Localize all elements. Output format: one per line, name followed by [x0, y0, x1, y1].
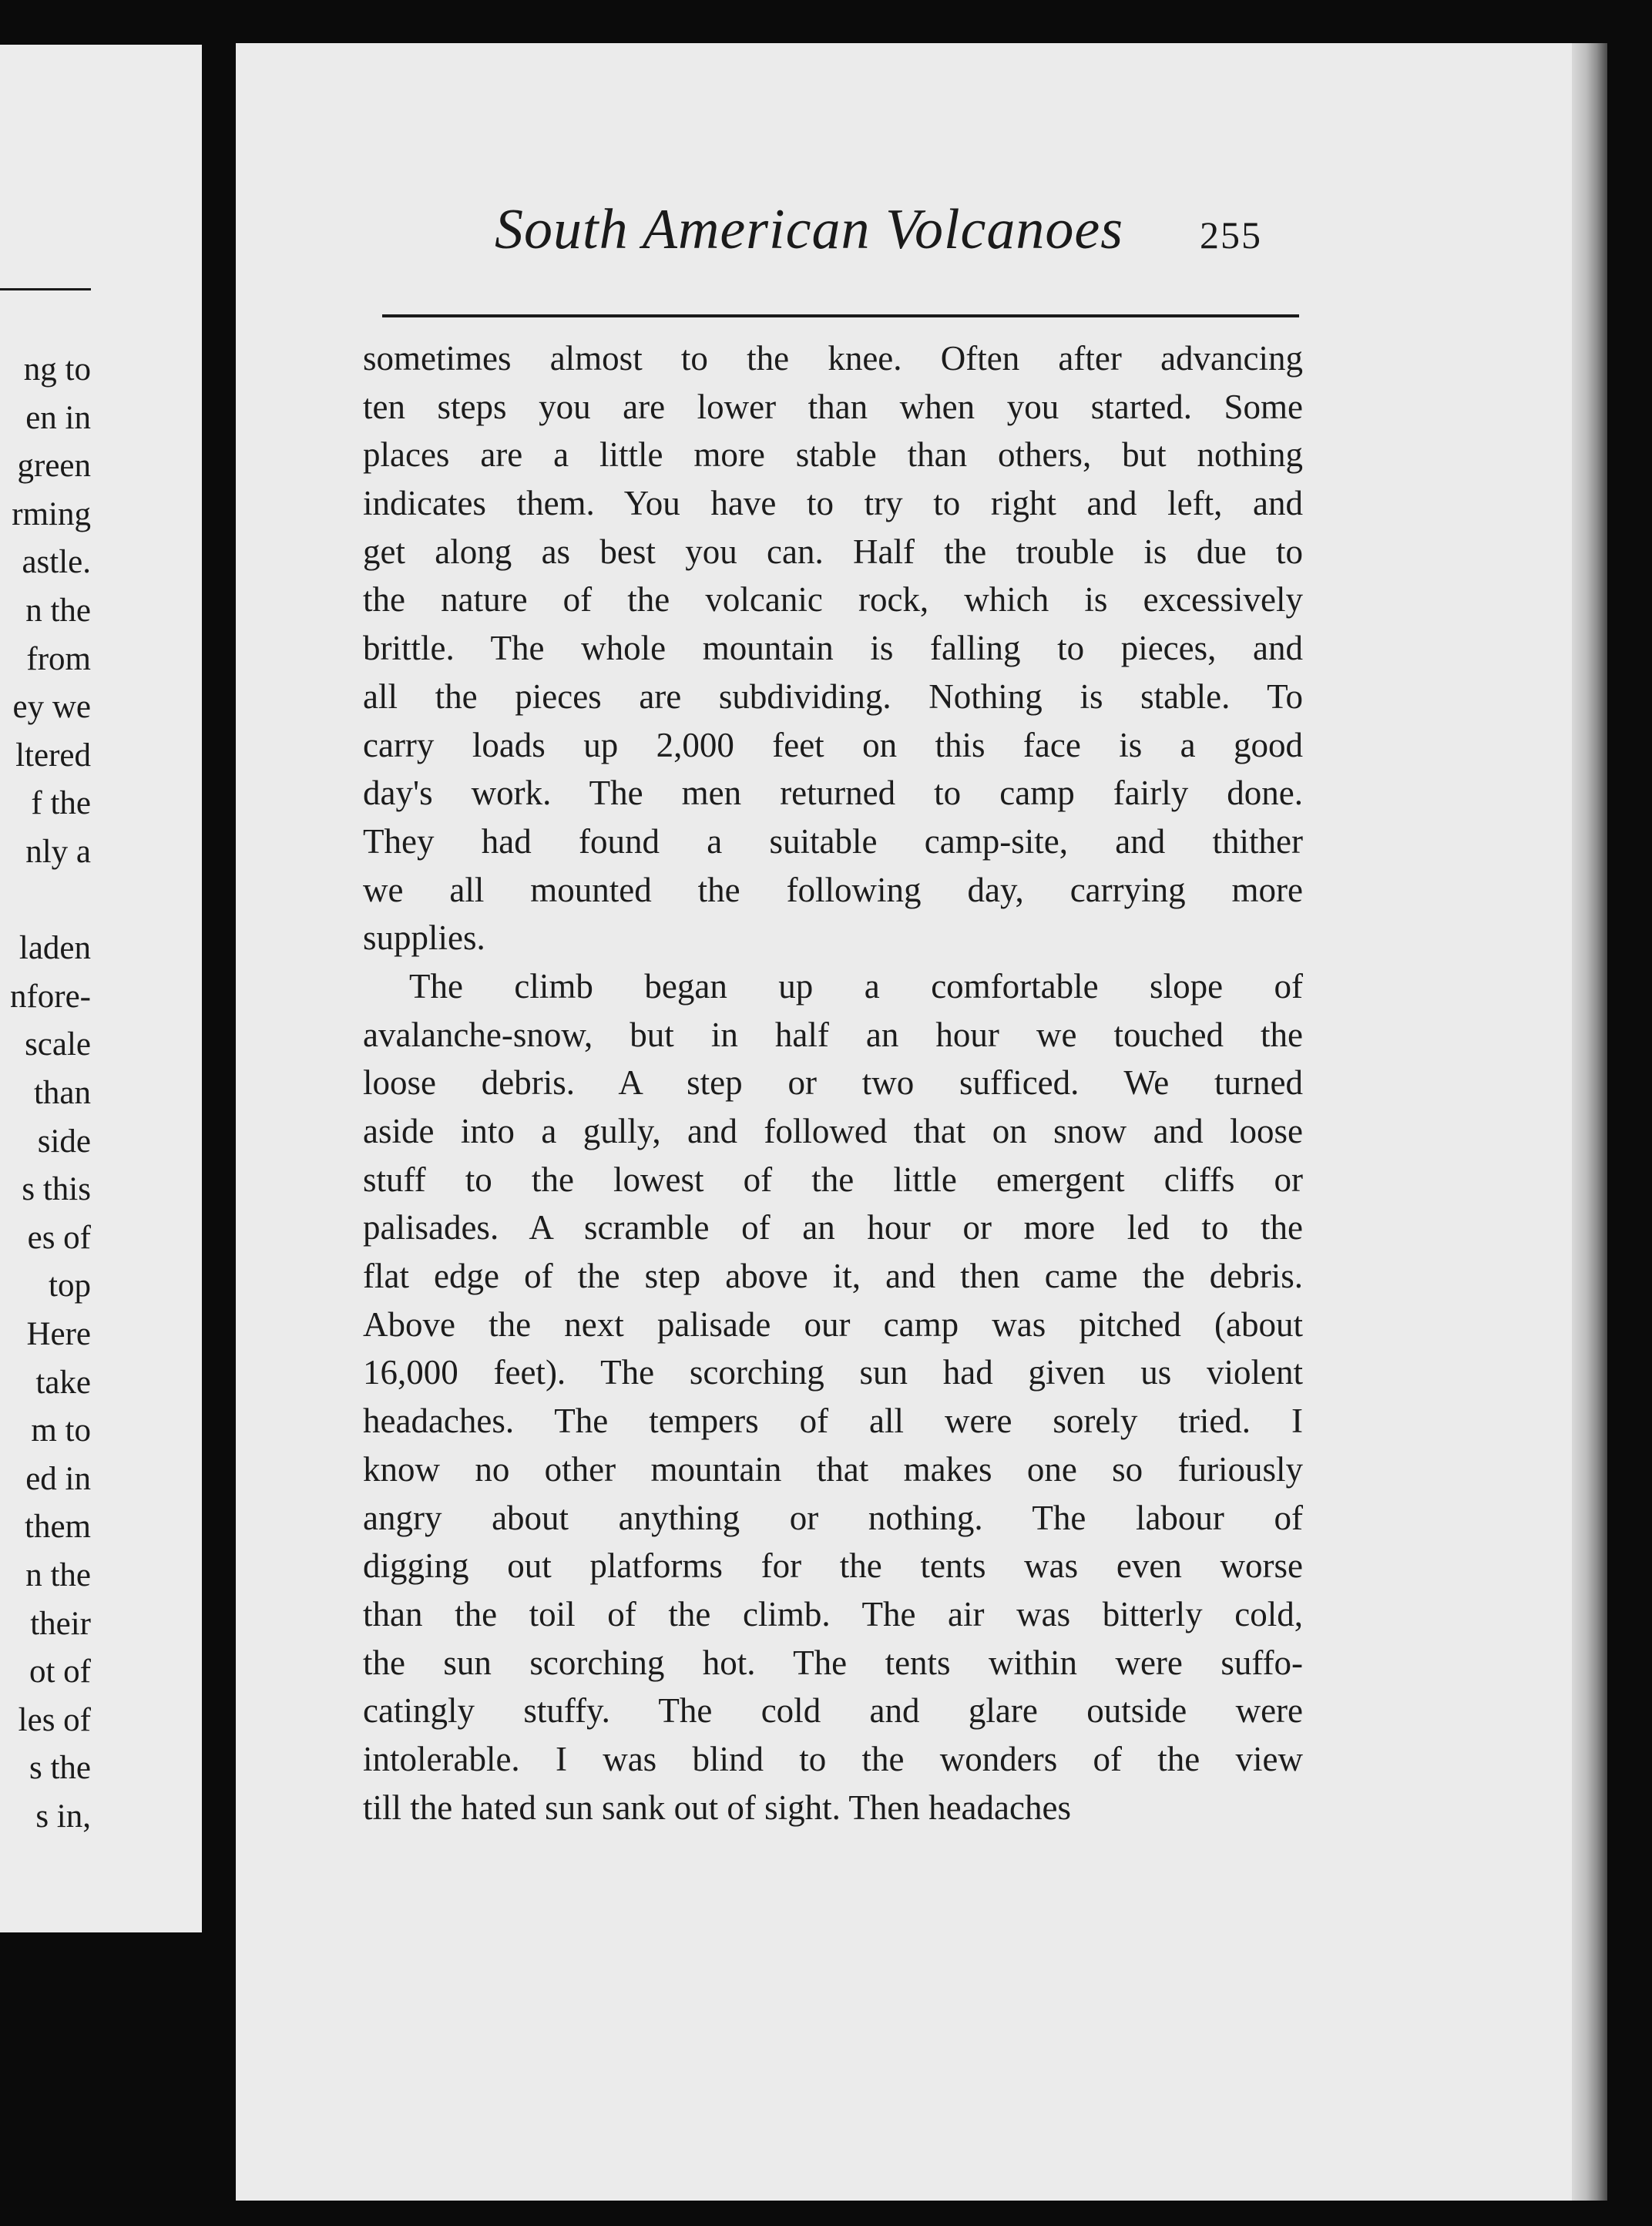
left-page-line: es of: [27, 1219, 91, 1256]
left-page-line: m to: [31, 1412, 91, 1449]
running-head-rule: [382, 314, 1299, 317]
text-line: aside into a gully, and followed that on snow and loose: [363, 1112, 1303, 1150]
paragraph: [363, 962, 1303, 1831]
text-line: carry loads up 2,000 feet on this face is a good: [363, 725, 1303, 764]
text-line: Above the next palisade our camp was pitched (about: [363, 1304, 1303, 1344]
text-line: sometimes almost to the knee. Often after advancing: [363, 339, 1303, 378]
left-page-line: top: [49, 1267, 91, 1304]
text-line: digging out platforms for the tents was even worse: [363, 1546, 1303, 1586]
running-head-title: South American Volcanoes: [495, 198, 1123, 261]
left-page-line: ey we: [12, 689, 91, 726]
page-edge-shadow: [1572, 43, 1607, 2201]
left-page-line: s this: [22, 1171, 91, 1208]
left-page-line: Here: [26, 1316, 91, 1352]
left-page-line: than: [33, 1075, 91, 1111]
text-line: catingly stuffy. The cold and glare outside were: [363, 1691, 1303, 1731]
left-page-line: laden: [18, 930, 91, 967]
text-line: day's work. The men returned to camp fairly done.: [363, 774, 1303, 813]
right-page: [236, 43, 1607, 2201]
paragraph: [363, 334, 1303, 962]
text-line: 16,000 feet). The scorching sun had given us violent: [363, 1353, 1303, 1392]
left-page-line: from: [26, 640, 91, 677]
left-page-line: ng to: [23, 351, 91, 388]
left-page-line: ot of: [29, 1654, 91, 1690]
book-gutter: [202, 31, 236, 2226]
left-page-line: s in,: [35, 1798, 91, 1835]
text-line: intolerable. I was blind to the wonders of the view: [363, 1739, 1303, 1778]
text-line: indicates them. You have to try to right and left, and: [363, 484, 1303, 523]
left-page-line: side: [37, 1123, 91, 1160]
left-page-line: their: [30, 1605, 91, 1642]
text-line: ten steps you are lower than when you started. Some: [363, 387, 1303, 426]
left-page-line: f the: [31, 785, 91, 822]
left-page-line: them: [25, 1509, 91, 1546]
text-line: the nature of the volcanic rock, which is excessively: [363, 580, 1303, 619]
running-head: [376, 197, 1262, 282]
left-facing-page: [0, 45, 202, 1932]
text-line: supplies.: [363, 918, 485, 958]
text-line: loose debris. A step or two sufficed. We turned: [363, 1063, 1303, 1103]
page-number: 255: [1200, 213, 1262, 257]
text-line: palisades. A scramble of an hour or more led to the: [363, 1208, 1303, 1247]
body-text: [363, 334, 1303, 1831]
text-line: the sun scorching hot. The tents within were suffo-: [363, 1643, 1303, 1682]
text-line: They had found a suitable camp-site, and thither: [363, 821, 1303, 861]
left-page-line: scale: [25, 1026, 91, 1063]
text-line: than the toil of the climb. The air was bitterly cold,: [363, 1594, 1303, 1633]
text-line: angry about anything or nothing. The labour of: [363, 1498, 1303, 1537]
left-page-line: rming: [12, 495, 91, 532]
text-line: all the pieces are subdividing. Nothing is stable. To: [363, 677, 1303, 716]
text-line: avalanche-snow, but in half an hour we touched the: [363, 1015, 1303, 1054]
text-line: we all mounted the following day, carrying more: [363, 870, 1303, 909]
text-line: headaches. The tempers of all were sorely tried. I: [363, 1402, 1303, 1441]
left-page-line: n the: [25, 593, 91, 629]
left-page-line: ltered: [15, 737, 91, 774]
left-page-line: astle.: [22, 544, 91, 581]
left-page-line: en in: [25, 399, 91, 436]
text-line: The climb began up a comfortable slope of: [409, 966, 1303, 1006]
text-line: brittle. The whole mountain is falling to pieces, and: [363, 629, 1303, 668]
text-line: stuff to the lowest of the little emergent cliffs or: [363, 1160, 1303, 1199]
left-page-line: nly a: [25, 834, 91, 870]
left-page-line: les of: [18, 1701, 91, 1738]
left-page-line: ed in: [25, 1460, 91, 1497]
text-line: places are a little more stable than others, but nothing: [363, 435, 1303, 475]
text-line: get along as best you can. Half the trouble is due to: [363, 532, 1303, 571]
text-line: know no other mountain that makes one so furiously: [363, 1449, 1303, 1489]
left-page-line: nfore-: [9, 978, 91, 1015]
left-page-line: green: [17, 448, 91, 485]
text-line: till the hated sun sank out of sight. Then headaches: [363, 1788, 1071, 1827]
left-page-line: s the: [29, 1750, 91, 1787]
left-page-line: take: [35, 1364, 91, 1401]
text-line: flat edge of the step above it, and then came the debris.: [363, 1257, 1303, 1296]
left-page-head-rule: [0, 288, 91, 290]
left-page-line: n the: [25, 1557, 91, 1593]
